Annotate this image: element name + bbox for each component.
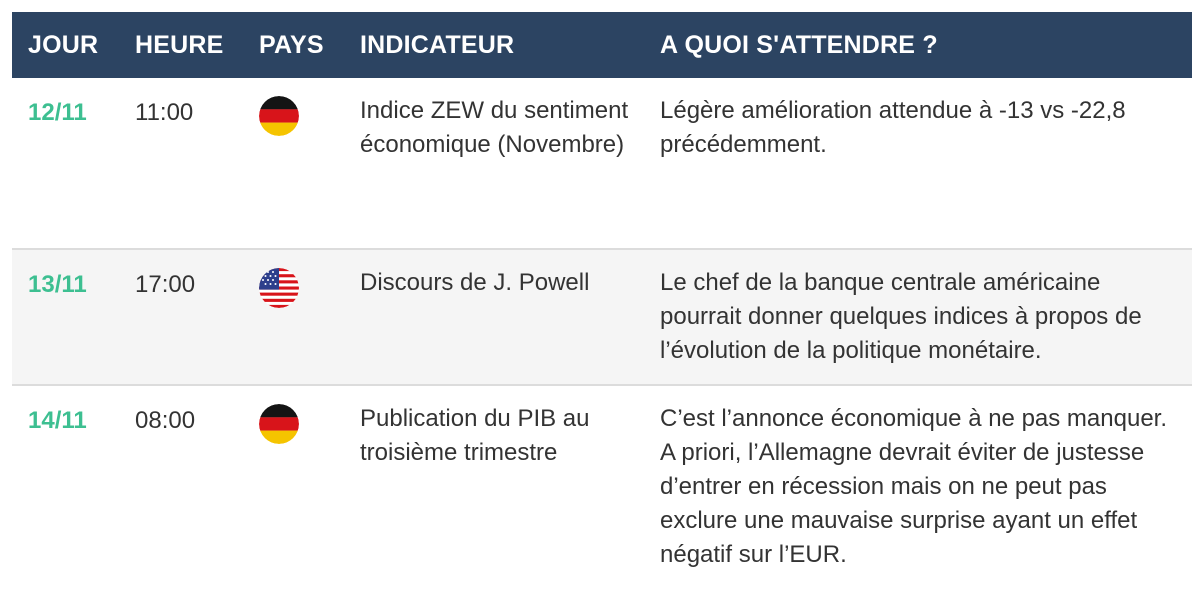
row-quoi: C’est l’annonce économique à ne pas manquer. A priori, l’Allemagne devrait éviter de justesse d’entrer en récession mais on ne peut pas exclure une mauvaise surprise ayant un effet négatif sur l’EUR. [660,405,1167,568]
row-heure: 17:00 [135,271,196,298]
row-indicateur: Discours de J. Powell [360,269,590,296]
economic-calendar-table [12,12,1192,596]
usa-flag-icon [259,268,299,308]
table-header [12,12,1192,78]
table-row [12,250,1192,386]
germany-flag-icon [259,96,299,136]
row-quoi: Légère amélioration attendue à -13 vs -22,8 précédemment. [660,97,1126,158]
header-indicateur: INDICATEUR [360,31,515,59]
germany-flag-icon [259,404,299,444]
table-row [12,386,1192,596]
row-jour: 13/11 [28,271,87,298]
row-jour: 14/11 [28,407,87,434]
header-heure: HEURE [135,31,224,59]
row-jour: 12/11 [28,99,87,126]
row-heure: 08:00 [135,407,196,434]
header-pays: PAYS [259,31,324,59]
row-heure: 11:00 [135,99,194,126]
row-indicateur: Indice ZEW du sentiment économique (Novembre) [360,97,629,158]
table-row [12,78,1192,250]
header-jour: JOUR [28,31,99,59]
row-quoi: Le chef de la banque centrale américaine pourrait donner quelques indices à propos de l’évolution de la politique monétaire. [660,269,1142,364]
row-indicateur: Publication du PIB au troisième trimestre [360,405,590,466]
header-quoi: A QUOI S'ATTENDRE ? [660,31,938,59]
